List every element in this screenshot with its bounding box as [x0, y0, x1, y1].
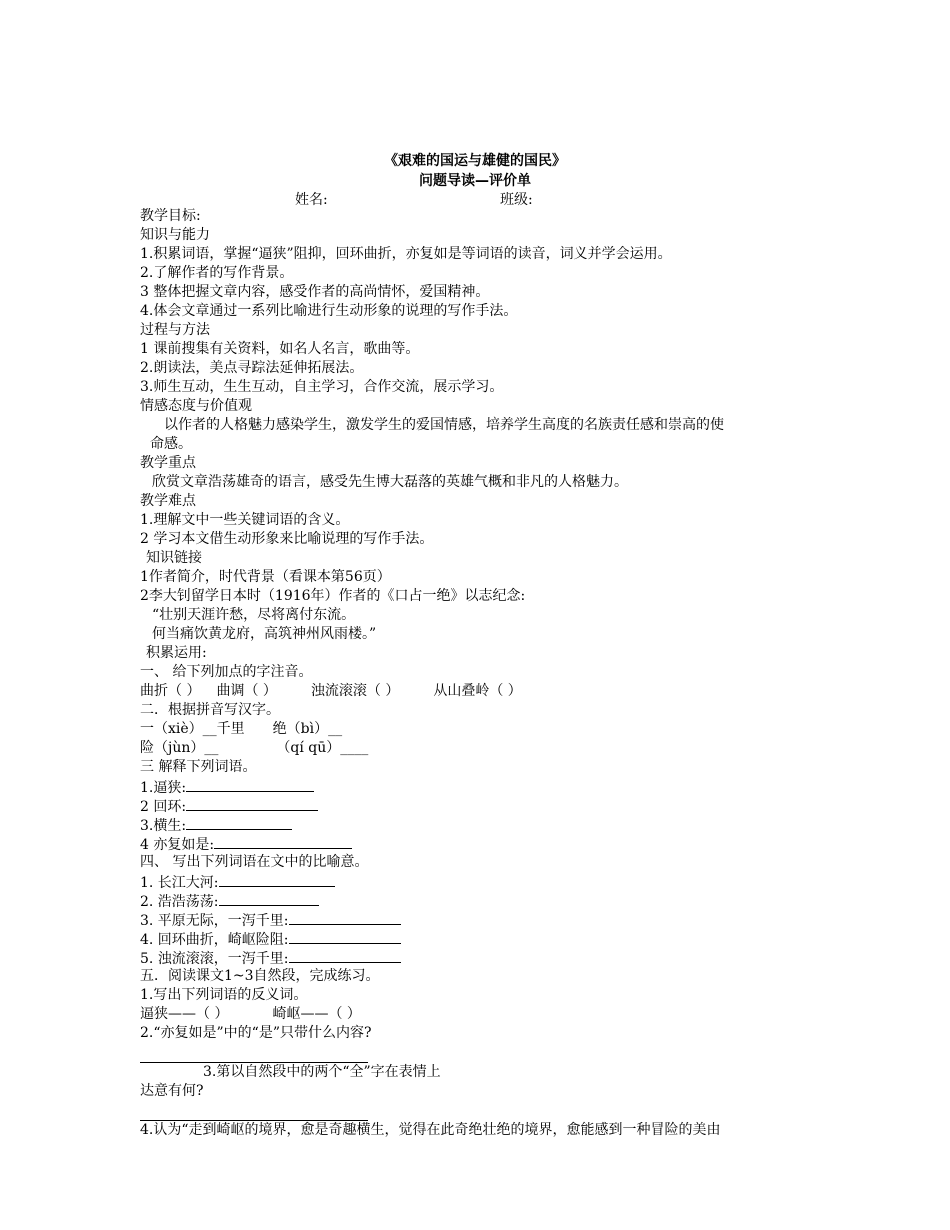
difficulty-item: 2 学习本文借生动形象来比喻说理的写作手法。 — [140, 531, 434, 547]
answer-blank[interactable] — [219, 891, 319, 906]
explain-label: 1.逼狭: — [140, 780, 187, 796]
pinyin-item: 从山叠岭（ ） — [433, 683, 522, 699]
pinyin-item: 曲调（ ） — [216, 683, 277, 699]
metaphor-label: 3. 平原无际，一泻千里: — [140, 913, 289, 929]
explain-item — [140, 796, 820, 815]
metaphor-label: 2. 浩浩荡荡: — [140, 894, 219, 910]
pinyin-item: 浊流滚滚（ ） — [310, 683, 400, 699]
write-char-row — [140, 739, 820, 758]
write-char-item: （qí qū）____ — [276, 740, 369, 756]
explain-label: 4 亦复如是: — [140, 837, 215, 853]
exercise-heading: 一、 给下列加点的字注音。 — [140, 664, 313, 680]
metaphor-label: 4. 回环曲折，崎岖险阻: — [140, 932, 289, 948]
explain-label: 2 回环: — [140, 799, 187, 815]
metaphor-item — [140, 929, 820, 948]
answer-line[interactable] — [140, 1101, 368, 1121]
metaphor-item — [140, 872, 820, 891]
pinyin-item: 曲折（ ） — [140, 683, 201, 699]
objective-item: 4.体会文章通过一系列比喻进行生动形象的说理的写作手法。 — [140, 303, 518, 319]
answer-blank[interactable] — [186, 777, 314, 792]
document-body — [140, 207, 820, 1140]
section-heading: 教学重点 — [140, 455, 196, 471]
answer-blank[interactable] — [289, 929, 401, 944]
exercise-heading: 四、 写出下列词语在文中的比喻意。 — [140, 854, 369, 870]
exercise-heading: 二．根据拼音写汉字。 — [140, 702, 280, 718]
objective-item: 1.积累词语，掌握“逼狭”阻抑，回环曲折，亦复如是等词语的读音，词义并学会运用。 — [140, 246, 672, 262]
objective-item: 3 整体把握文章内容，感受作者的高尚情怀，爱国精神。 — [140, 284, 490, 300]
link-item: 2李大钊留学日本时（1916年）作者的《口占一绝》以志纪念: — [140, 588, 526, 604]
paragraph-text: 欣赏文章浩荡雄奇的语言，感受先生博大磊落的英雄气概和非凡的人格魅力。 — [152, 474, 628, 490]
subsection-heading: 过程与方法 — [140, 322, 210, 338]
method-item: 1 课前搜集有关资料，如名人名言，歌曲等。 — [140, 341, 420, 357]
question-text: 达意有何? — [140, 1083, 204, 1099]
metaphor-item — [140, 891, 820, 910]
method-item: 3.师生互动，生生互动，自主学习，合作交流，展示学习。 — [140, 379, 504, 395]
poem-line: 何当痛饮黄龙府，高筑神州风雨楼。” — [152, 626, 377, 642]
exercise-heading: 三 解释下列词语。 — [140, 759, 257, 775]
name-field-label: 姓名: — [295, 192, 328, 208]
explain-item — [140, 834, 820, 853]
subsection-heading: 情感态度与价值观 — [140, 398, 252, 414]
antonym-row — [140, 1005, 820, 1024]
class-field-label: 班级: — [500, 192, 533, 208]
paragraph-text: 命感。 — [150, 436, 192, 452]
answer-blank[interactable] — [186, 815, 292, 830]
exercise-heading: 五．阅读课文1~3自然段，完成练习。 — [140, 968, 380, 984]
antonym-item: 逼狭——（ ） — [140, 1006, 229, 1022]
difficulty-item: 1.理解文中一些关键词语的含义。 — [140, 512, 350, 528]
question-text: 1.写出下列词语的反义词。 — [140, 987, 308, 1003]
write-char-item: 绝（bì）__ — [272, 721, 343, 737]
question-text: 3.第以自然段中的两个“全”字在表情上 — [203, 1064, 441, 1080]
question-text: 4.认为“走到崎岖的境界，愈是奇趣横生，觉得在此奇绝壮绝的境界，愈能感到一种冒险的美由 — [140, 1122, 721, 1138]
poem-line: “壮别天涯许愁，尽将离付东流。 — [152, 607, 356, 623]
subsection-heading: 知识与能力 — [140, 227, 210, 243]
metaphor-label: 1. 长江大河: — [140, 875, 219, 891]
write-char-row — [140, 720, 820, 739]
answer-blank[interactable] — [214, 834, 352, 849]
pinyin-row — [140, 682, 820, 701]
answer-line[interactable] — [140, 1043, 368, 1063]
antonym-item: 崎岖——（ ） — [272, 1006, 361, 1022]
section-heading: 教学难点 — [140, 493, 196, 509]
explain-item — [140, 815, 820, 834]
metaphor-item — [140, 948, 820, 967]
paragraph-text: 以作者的人格魅力感染学生，激发学生的爱国情感，培养学生高度的名族责任感和崇高的使 — [164, 417, 724, 433]
document-subtitle: 问题导读—评价单 — [419, 173, 531, 189]
section-heading: 教学目标: — [140, 208, 201, 224]
answer-blank[interactable] — [186, 796, 318, 811]
section-heading: 知识链接 — [146, 550, 202, 566]
metaphor-label: 5. 浊流滚滚，一泻千里: — [140, 951, 289, 967]
explain-label: 3.横生: — [140, 818, 187, 834]
write-char-item: 险（jùn）__ — [140, 740, 219, 756]
write-char-item: 一（xiè）__千里 — [140, 721, 245, 737]
metaphor-item — [140, 910, 820, 929]
method-item: 2.朗读法，美点寻踪法延伸拓展法。 — [140, 360, 364, 376]
explain-item — [140, 777, 820, 796]
answer-blank[interactable] — [289, 948, 401, 963]
link-item: 1作者简介，时代背景（看课本第56页） — [140, 569, 391, 585]
objective-item: 2.了解作者的写作背景。 — [140, 265, 294, 281]
document-title: 《艰难的国运与雄健的国民》 — [384, 153, 566, 169]
answer-blank[interactable] — [289, 910, 401, 925]
question-text: 2.“亦复如是”中的“是”只带什么内容? — [140, 1025, 372, 1041]
section-heading: 积累运用: — [146, 645, 207, 661]
answer-blank[interactable] — [219, 872, 335, 887]
